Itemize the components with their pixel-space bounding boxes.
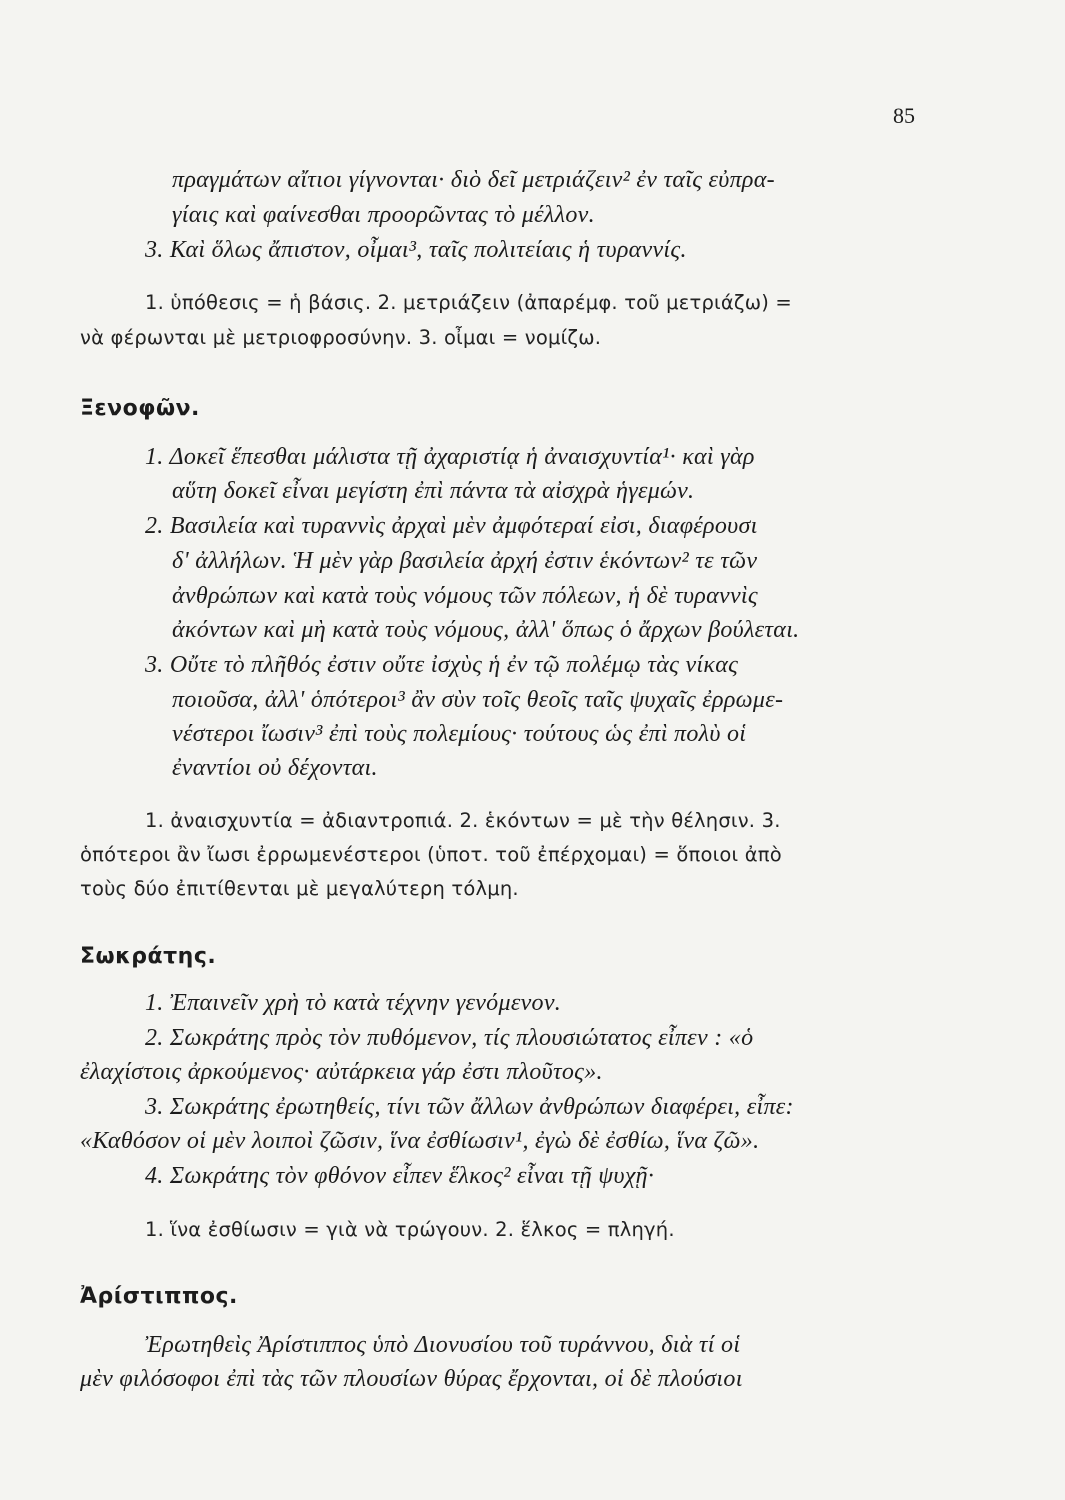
footnote-line: τοὺς δύο ἐπιτίθενται μὲ μεγαλύτερη τόλμη.: [80, 877, 519, 900]
text-line: μὲν φιλόσοφοι ἐπὶ τὰς τῶν πλουσίων θύρας ἔρχονται, οἱ δὲ πλούσιοι: [80, 1366, 743, 1392]
text-line: νέστεροι ἴωσιν³ ἐπὶ τοὺς πολεμίους· τούτους ὡς ἐπὶ πολὺ οἱ: [172, 721, 747, 747]
text-line: 1. Ἐπαινεῖν χρὴ τὸ κατὰ τέχνην γενόμενον.: [145, 990, 562, 1016]
text-line: γίαις καὶ φαίνεσθαι προορῶντας τὸ μέλλον.: [172, 202, 595, 228]
text-line: 1. Δοκεῖ ἕπεσθαι μάλιστα τῇ ἀχαριστίᾳ ἡ ἀναισχυντία¹· καὶ γὰρ: [145, 444, 755, 470]
footnote-line: νὰ φέρωνται μὲ μετριοφροσύνην. 3. οἶμαι = νομίζω.: [80, 326, 602, 349]
footnote-line: 1. ἀναισχυντία = ἀδιαντροπιά. 2. ἑκόντων = μὲ τὴν θέλησιν. 3.: [145, 809, 781, 832]
text-line: αὕτη δοκεῖ εἶναι μεγίστη ἐπὶ πάντα τὰ αἰσχρὰ ἡγεμών.: [172, 478, 695, 504]
page-number: 85: [893, 103, 915, 128]
text-line: δ' ἀλλήλων. Ἡ μὲν γὰρ βασιλεία ἀρχή ἐστιν ἑκόντων² τε τῶν: [172, 548, 758, 574]
text-line: 3. Οὔτε τὸ πλῆθός ἐστιν οὔτε ἰσχὺς ἡ ἐν τῷ πολέμῳ τὰς νίκας: [145, 652, 739, 678]
section-heading-socrates: Σωκράτης.: [80, 944, 217, 969]
footnote-line: ὁπότεροι ἂν ἴωσι ἐρρωμενέστεροι (ὑποτ. τοῦ ἐπέρχομαι) = ὅποιοι ἀπὸ: [80, 843, 782, 866]
text-line: ἐλαχίστοις ἀρκούμενος· αὐτάρκεια γάρ ἐστι πλοῦτος».: [80, 1059, 603, 1085]
text-line: 2. Βασιλεία καὶ τυραννὶς ἀρχαὶ μὲν ἀμφότεραί εἰσι, διαφέρουσι: [145, 513, 758, 539]
section-heading-xenophon: Ξενοφῶν.: [80, 396, 200, 421]
section-heading-aristippus: Ἀρίστιππος.: [80, 1284, 238, 1309]
text-line: Ἐρωτηθεὶς Ἀρίστιππος ὑπὸ Διονυσίου τοῦ τυράννου, διὰ τί οἱ: [145, 1332, 741, 1358]
text-line: 4. Σωκράτης τὸν φθόνον εἶπεν ἕλκος² εἶναι τῇ ψυχῇ·: [145, 1163, 655, 1189]
footnote-line: 1. ὑπόθεσις = ἡ βάσις. 2. μετριάζειν (ἀπαρέμφ. τοῦ μετριάζω) =: [145, 291, 792, 314]
text-line: ἀνθρώπων καὶ κατὰ τοὺς νόμους τῶν πόλεων, ἡ δὲ τυραννὶς: [172, 583, 758, 609]
text-line: 3. Καὶ ὅλως ἄπιστον, οἶμαι³, ταῖς πολιτείαις ἡ τυραννίς.: [145, 237, 687, 263]
text-line: πραγμάτων αἴτιοι γίγνονται· διὸ δεῖ μετριάζειν² ἐν ταῖς εὐπρα-: [172, 167, 775, 193]
text-line: «Καθόσον οἱ μὲν λοιποὶ ζῶσιν, ἵνα ἐσθίωσιν¹, ἐγὼ δὲ ἐσθίω, ἵνα ζῶ».: [80, 1128, 760, 1154]
text-line: ποιοῦσα, ἀλλ' ὁπότεροι³ ἂν σὺν τοῖς θεοῖς ταῖς ψυχαῖς ἐρρωμε-: [172, 687, 784, 713]
text-line: ἀκόντων καὶ μὴ κατὰ τοὺς νόμους, ἀλλ' ὅπως ὁ ἄρχων βούλεται.: [172, 617, 800, 643]
footnote-line: 1. ἵνα ἐσθίωσιν = γιὰ νὰ τρώγουν. 2. ἕλκος = πληγή.: [145, 1218, 675, 1241]
text-line: 2. Σωκράτης πρὸς τὸν πυθόμενον, τίς πλουσιώτατος εἶπεν : «ὁ: [145, 1025, 754, 1051]
text-line: ἐναντίοι οὐ δέχονται.: [172, 755, 378, 781]
text-line: 3. Σωκράτης ἐρωτηθείς, τίνι τῶν ἄλλων ἀνθρώπων διαφέρει, εἶπε:: [145, 1094, 794, 1120]
